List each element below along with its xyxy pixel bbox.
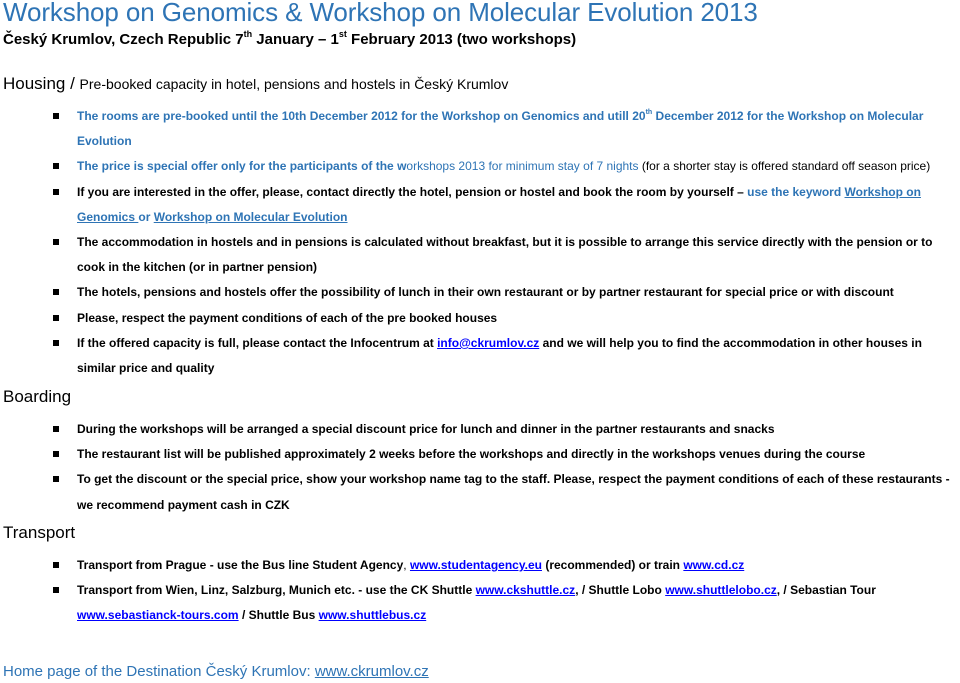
list-item: During the workshops will be arranged a special discount price for lunch and dinner in the partner restaurants and snacks xyxy=(0,417,960,442)
list-item: The accommodation in hostels and in pensions is calculated without breakfast, but it is possible to arrange this service directly with the pension or to cook in the kitchen (or in partner pension) xyxy=(0,230,960,280)
boarding-list xyxy=(0,417,960,518)
ckshuttle-link[interactable]: www.ckshuttle.cz xyxy=(475,583,576,598)
bullet-icon xyxy=(53,340,59,346)
bullet-icon xyxy=(53,239,59,245)
transport-list xyxy=(0,553,960,629)
list-item: The restaurant list will be published approximately 2 weeks before the workshops and directly in the workshops venues during the course xyxy=(0,442,960,467)
keyword-genomics: Workshop on Genomics xyxy=(77,184,921,224)
list-item: The price is special offer only for the participants of the workshops 2013 for minimum stay of 7 nights (for a shorter stay is offered standard off season price) xyxy=(0,154,960,179)
studentagency-link[interactable]: www.studentagency.eu xyxy=(409,558,542,572)
list-item: Transport from Prague - use the Bus line Student Agency, www.studentagency.eu (recommended) or train www.cd.cz xyxy=(0,553,960,578)
keyword-molecular-evolution: Workshop on Molecular Evolution xyxy=(153,209,348,224)
list-item: If the offered capacity is full, please contact the Infocentrum at info@ckrumlov.cz and we will help you to find the accommodation in other houses in similar price and quality xyxy=(0,331,960,381)
bullet-icon xyxy=(53,113,59,119)
bullet-icon xyxy=(53,451,59,457)
bullet-icon xyxy=(53,163,59,169)
cd-link[interactable]: www.cd.cz xyxy=(683,558,745,572)
boarding-heading: Boarding xyxy=(3,387,72,406)
page-title: Workshop on Genomics & Workshop on Molecular Evolution 2013 xyxy=(3,0,758,27)
bullet-icon xyxy=(53,315,59,321)
ckrumlov-link[interactable]: www.ckrumlov.cz xyxy=(314,663,429,680)
list-item: To get the discount or the special price, show your workshop name tag to the staff. Please, respect the payment conditions of each of these restaurants - we recommend payment cash in CZK xyxy=(0,467,960,517)
bullet-icon xyxy=(53,562,59,568)
footer: Home page of the Destination Český Krumlov: www.ckrumlov.cz xyxy=(3,663,429,680)
email-link[interactable]: info@ckrumlov.cz xyxy=(437,335,540,350)
list-item: The rooms are pre-booked until the 10th December 2012 for the Workshop on Genomics and utill 20th December 2012 for the Workshop on Molecular Evolution xyxy=(0,104,960,154)
sebastian-tours-link[interactable]: www.sebastianck-tours.com xyxy=(77,608,239,623)
transport-heading: Transport xyxy=(3,523,76,542)
list-item: The hotels, pensions and hostels offer the possibility of lunch in their own restaurant or by partner restaurant for special price or with discount xyxy=(0,280,960,305)
housing-subheading: Pre-booked capacity in hotel, pensions and hostels in Český Krumlov xyxy=(79,76,509,92)
list-item: If you are interested in the offer, please, contact directly the hotel, pension or hostel and book the room by yourself – use the keyword Workshop on Genomics or Workshop on Molecular Evolution xyxy=(0,180,960,230)
page-subtitle: Český Krumlov, Czech Republic 7th January – 1st February 2013 (two workshops) xyxy=(3,29,577,48)
housing-heading: Housing / Pre-booked capacity in hotel, pensions and hostels in Český Krumlov xyxy=(3,74,509,93)
bullet-icon xyxy=(53,476,59,482)
bullet-icon xyxy=(53,587,59,593)
list-item: Transport from Wien, Linz, Salzburg, Munich etc. - use the CK Shuttle www.ckshuttle.cz, / Shuttle Lobo www.shuttlelobo.cz, / Sebastian Tour www.sebastianck-tours.com / Shuttle Bus www.shuttlebus.cz xyxy=(0,578,960,628)
bullet-icon xyxy=(53,426,59,432)
list-item: Please, respect the payment conditions of each of the pre booked houses xyxy=(0,306,960,331)
shuttlebus-link[interactable]: www.shuttlebus.cz xyxy=(318,608,427,623)
housing-list xyxy=(0,104,960,381)
bullet-icon xyxy=(53,189,59,195)
bullet-icon xyxy=(53,289,59,295)
shuttlelobo-link[interactable]: www.shuttlelobo.cz xyxy=(665,583,777,598)
